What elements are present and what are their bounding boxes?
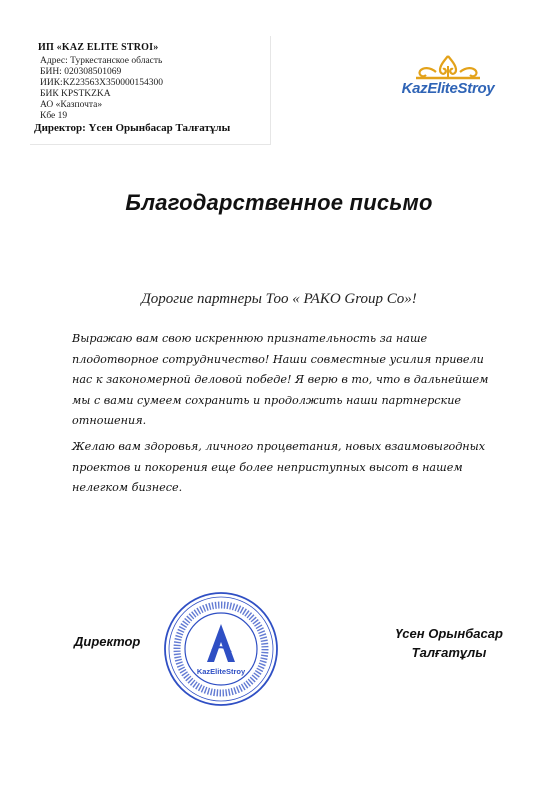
letter-greeting: Дорогие партнеры Тоо « PAKO Group Co»! — [141, 291, 417, 307]
kbe-line: Кбе 19 — [40, 111, 68, 121]
address-line: Адрес: Туркестанское область — [40, 56, 163, 66]
company-requisites — [30, 36, 271, 145]
signature-name — [384, 624, 514, 662]
bik-line: БИК KPSTKZKA — [40, 89, 111, 99]
letter-title: Благодарственное письмо — [125, 190, 433, 215]
signature-name-line-1: Үсен Орынбасар — [395, 626, 503, 641]
signature-title: Директор — [74, 634, 141, 649]
company-logo — [396, 54, 500, 104]
bin-line: БИН: 020308501069 — [40, 67, 122, 77]
company-stamp — [162, 590, 280, 708]
body-paragraph-2: Желаю вам здоровья, личного процветания, новых взаимовыгодных проектов и покорения еще более неприступных высот в нашем нелегком бизнесе. — [72, 440, 486, 494]
signature-name-line-2: Талғатұлы — [411, 645, 487, 660]
company-name: ИП «KAZ ELITE STROI» — [38, 42, 159, 53]
stamp-emblem-icon — [207, 624, 235, 662]
bank-line: АО «Казпочта» — [40, 100, 103, 110]
stamp-label: KazEliteStroy — [196, 667, 246, 676]
iik-line: ИИК:KZ23563X350000154300 — [40, 78, 163, 88]
header-director: Директор: Үсен Орынбасар Талғатұлы — [34, 122, 231, 134]
logo-text: KazEliteStroy — [401, 80, 495, 97]
body-paragraph-1: Выражаю вам свою искреннюю признательность за наше плодотворное сотрудничество! Наши совместные усилия привели нас к закономерной деловой победе! Я верю в то, что в дальнейшем мы с вами сумеем сохранить и продолжить наши партнерские отношения. — [72, 332, 489, 427]
ornament-icon — [396, 54, 500, 82]
